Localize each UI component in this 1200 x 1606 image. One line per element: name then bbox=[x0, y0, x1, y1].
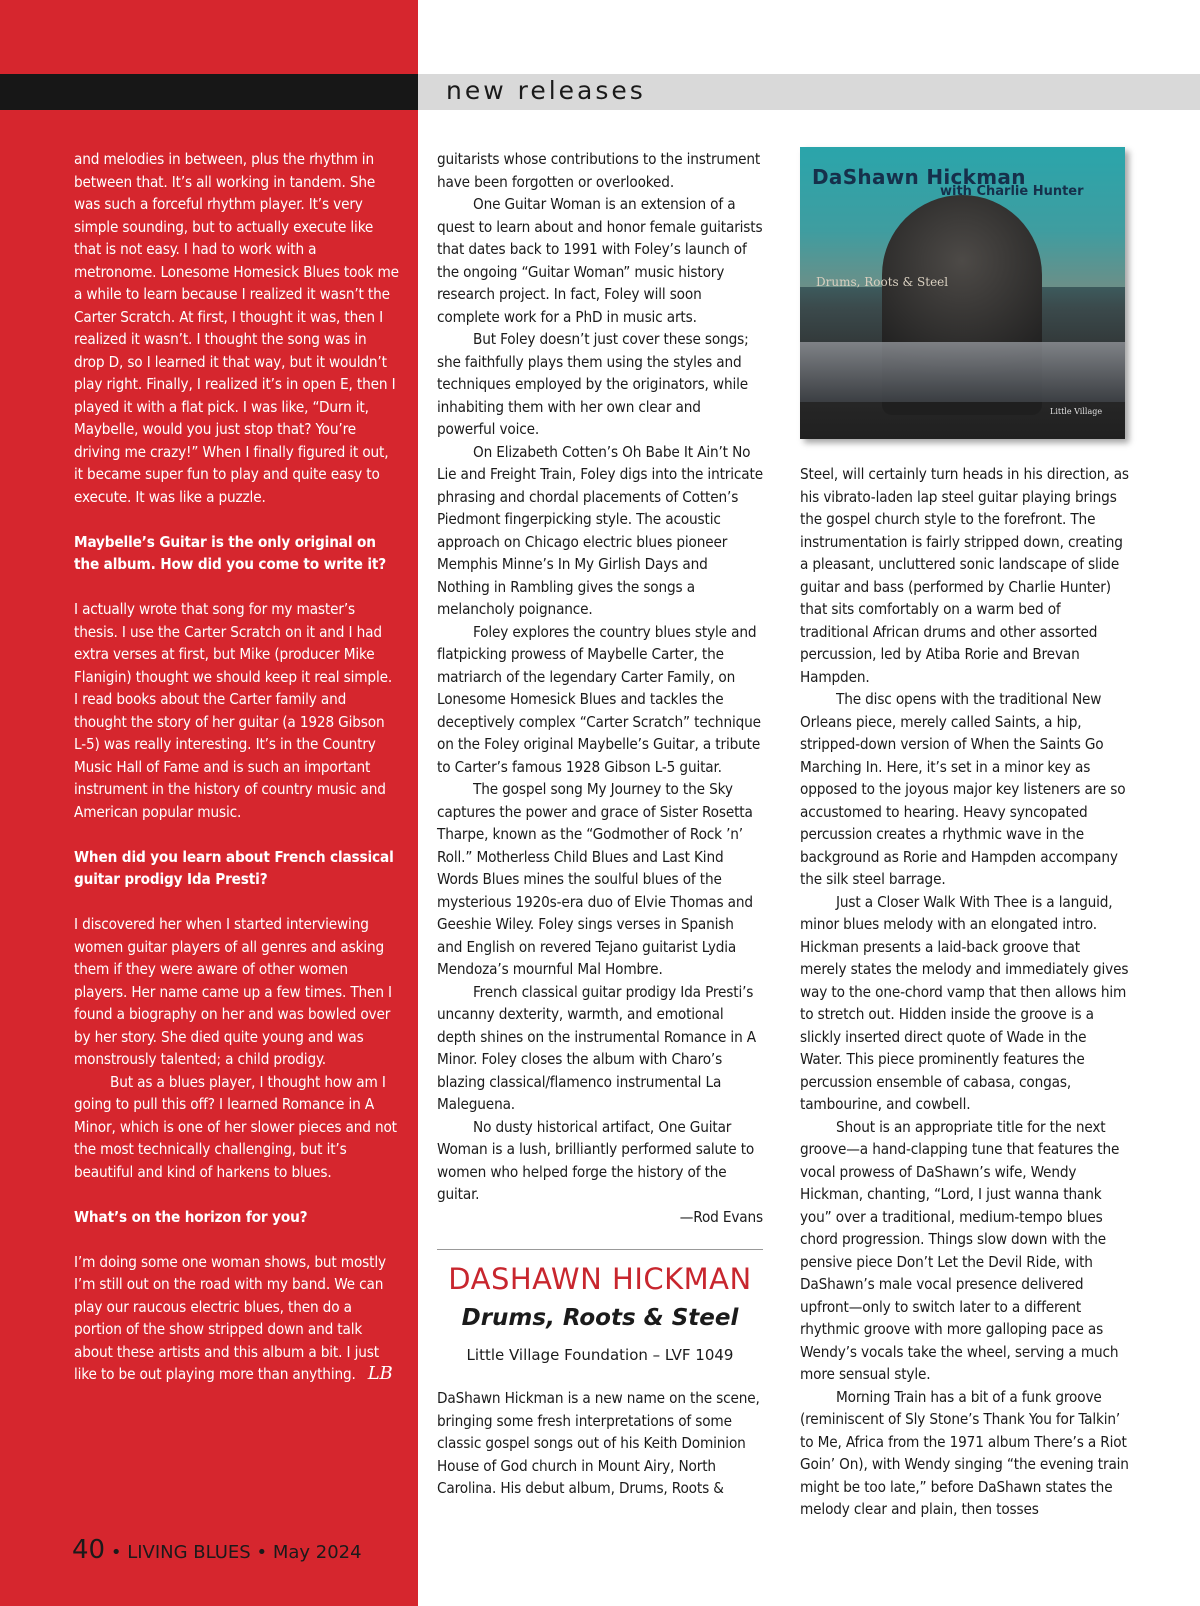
issue-date: May 2024 bbox=[272, 1542, 362, 1563]
review-paragraph: Steel, will certainly turn heads in his direction, as his vibrato-laden lap steel guitar playing brings the gospel church style to the forefront. The instrumentation is fairly stripped down, creating a pleasant, uncluttered sonic landscape of slide guitar and bass (performed by Charlie Hunter) that sits comfortably on a warm bed of traditional African drums and other assorted percussion, led by Atiba Rorie and Brevan Hampden. bbox=[800, 465, 1129, 686]
review-paragraph: The gospel song My Journey to the Sky captures the power and grace of Sister Rosetta Tharpe, known as the “Godmother of Rock ’n’ Roll.” Motherless Child Blues and Last Kind Words Blues mines the soulful blues of the mysterious 1920s-era duo of Elvie Thomas and Geeshie Wiley. Foley sings verses in Spanish and English on revered Tejano guitarist Lydia Mendoza’s mournful Mal Hombre. bbox=[437, 780, 753, 978]
label-catalog: Little Village Foundation – LVF 1049 bbox=[466, 1346, 734, 1364]
interview-paragraph: and melodies in between, plus the rhythm in between that. It’s all working in tandem. She was such a forceful rhythm player. It’s very simple sounding, but to actually execute like that is not easy. I had to work with a metronome. Lonesome Homesick Blues took me a while to learn because I realized it wasn’t the Carter Scratch. At first, I thought it was, then I realized it wasn’t. I thought the song was in drop D, so I learned it that way, but it wouldn’t play right. Finally, I realized it’s in open E, then I played it with a flat pick. I was like, “Durn it, Maybelle, would you just stop that? You’re driving me crazy!” When I finally figured it out, it became super fun to play and quite easy to execute. It was like a puzzle. bbox=[74, 150, 399, 506]
section-header: new releases bbox=[446, 76, 646, 105]
cover-steel-guitar bbox=[800, 342, 1125, 402]
interview-answer-text: I’m doing some one woman shows, but mostly I’m still out on the road with my band. We can play our raucous electric blues, then do a portion of the show stripped down and talk about these artists and this album a bit. I just like to be out playing more than anything. bbox=[74, 1252, 386, 1383]
review-two-column bbox=[800, 463, 1130, 1521]
interview-answer: I discovered her when I started interviewing women guitar players of all genres and asking them if they were aware of other women players. Her name came up a few times. Then I found a biography on her and was bowled over by her story. She died quite young and was monstrously talented; a child prodigy. bbox=[74, 915, 392, 1068]
interview-answer bbox=[74, 1251, 400, 1386]
review-paragraph: Shout is an appropriate title for the next groove—a hand-clapping tune that features the vocal prowess of DaShawn’s wife, Wendy Hickman, chanting, “Lord, I just wanna thank you” over a traditional, medium-tempo blues chord progression. Things slow down with the pensive piece Don’t Let the Devil Ride, with DaShawn’s male vocal presence delivered upfront—only to switch later to a different rhythmic groove with more galloping pace as Wendy’s vocals take the wheel, serving a much more sensual style. bbox=[800, 1117, 1120, 1383]
review-paragraph: But Foley doesn’t just cover these songs; she faithfully plays them using the styles and techniques employed by the originators, while inhabiting them with her own clear and powerful voice. bbox=[437, 330, 749, 438]
review-paragraph: DaShawn Hickman is a new name on the scene, bringing some fresh interpretations of some classic gospel songs out of his Keith Dominion House of God church in Mount Airy, North Carolina. His debut album, Drums, Roots & bbox=[437, 1389, 760, 1497]
cover-title: Drums, Roots & Steel bbox=[816, 275, 949, 289]
review-paragraph: Just a Closer Walk With Thee is a languid, minor blues melody with an elongated intro. Hickman presents a laid-back groove that merely states the melody and immediately gives way to the one-chord vamp that then allows him to stretch out. Hidden inside the groove is a slickly inserted direct quote of Wade in the Water. This piece prominently features the percussion ensemble of cabasa, congas, tambourine, and cowbell. bbox=[800, 892, 1129, 1113]
interview-answer: I actually wrote that song for my master’s thesis. I use the Carter Scratch on it and I had extra verses at first, but Mike (producer Mike Flanigin) thought we should keep it real simple. I read books about the Carter family and thought the story of her guitar (a 1928 Gibson L-5) was really interesting. It’s in the Country Music Hall of Fame and is such an important instrument in the history of country music and American popular music. bbox=[74, 600, 393, 821]
review-paragraph: French classical guitar prodigy Ida Presti’s uncanny dexterity, warmth, and emotional depth shines on the instrumental Romance in A Minor. Foley closes the album with Charo’s blazing classical/flamenco instrumental La Maleguena. bbox=[437, 982, 756, 1113]
review-paragraph: No dusty historical artifact, One Guitar Woman is a lush, brilliantly performed salute to women who helped forge the history of the guitar. bbox=[437, 1117, 755, 1203]
review-paragraph: The disc opens with the traditional New Orleans piece, merely called Saints, a hip, stripped-down version of When the Saints Go Marching In. Here, it’s set in a minor key as opposed to the joyous major key listeners are so accustomed to hearing. Heavy syncopated percussion creates a rhythmic wave in the background as Rorie and Hampden accompany the silk steel barrage. bbox=[800, 690, 1126, 888]
section-divider bbox=[437, 1249, 763, 1250]
album-title: Drums, Roots & Steel bbox=[461, 1305, 739, 1331]
artist-heading: DASHAWN HICKMAN bbox=[448, 1262, 752, 1296]
review-one-column bbox=[437, 148, 763, 1228]
interview-answer: But as a blues player, I thought how am I going to pull this off? I learned Romance in A Minor, which is one of her slower pieces and not the most technically challenging, but it’s beautiful and kind of harkens to blues. bbox=[74, 1072, 397, 1181]
review-paragraph: One Guitar Woman is an extension of a quest to learn about and honor female guitarists that dates back to 1991 with Foley’s launch of the ongoing “Guitar Woman” music history research project. In fact, Foley will soon complete work for a PhD in music arts. bbox=[437, 195, 763, 326]
review-paragraph: guitarists whose contributions to the instrument have been forgotten or overlooked. bbox=[437, 150, 761, 191]
album-cover-image bbox=[800, 147, 1125, 439]
interview-question: When did you learn about French classical guitar prodigy Ida Presti? bbox=[74, 847, 394, 888]
cover-artist-name: DaShawn Hickman bbox=[812, 165, 1026, 189]
interview-question: Maybelle’s Guitar is the only original on the album. How did you come to write it? bbox=[74, 532, 387, 573]
review-paragraph: Foley explores the country blues style and flatpicking prowess of Maybelle Carter, the matriarch of the legendary Carter Family, on Lonesome Homesick Blues and tackles the deceptively complex “Carter Scratch” technique on the Foley original Maybelle’s Guitar, a tribute to Carter’s famous 1928 Gibson L-5 guitar. bbox=[437, 622, 761, 776]
cover-with-line: with Charlie Hunter bbox=[940, 184, 1084, 199]
cover-label-mark: Little Village bbox=[1050, 407, 1103, 416]
page-number: 40 bbox=[72, 1535, 106, 1565]
review-paragraph: Morning Train has a bit of a funk groove (reminiscent of Sly Stone’s Thank You for Talkin’ to Me, Africa from the 1971 album There’s a Riot Goin’ On), with Wendy singing “the evening train might be too late,” before DaShawn states the melody clear and plain, then tosses bbox=[800, 1387, 1129, 1518]
footer-separator: • bbox=[256, 1542, 268, 1563]
signature-mark: LB bbox=[367, 1363, 393, 1384]
magazine-name: LIVING BLUES bbox=[127, 1542, 251, 1563]
page-footer bbox=[72, 1535, 362, 1565]
review-paragraph: On Elizabeth Cotten’s Oh Babe It Ain’t No Lie and Freight Train, Foley digs into the intricate phrasing and chordal placements of Cotten’s Piedmont fingerpicking style. The acoustic approach on Chicago electric blues pioneer Memphis Minne’s In My Girlish Days and Nothing in Rambling gives the songs a melancholy poignance. bbox=[437, 442, 763, 618]
interview-column bbox=[74, 148, 400, 1386]
interview-question: What’s on the horizon for you? bbox=[74, 1207, 308, 1226]
header-bar-left bbox=[0, 74, 418, 110]
footer-separator: • bbox=[110, 1542, 122, 1563]
review-byline: —Rod Evans bbox=[679, 1207, 763, 1226]
review-two-intro bbox=[437, 1387, 763, 1500]
